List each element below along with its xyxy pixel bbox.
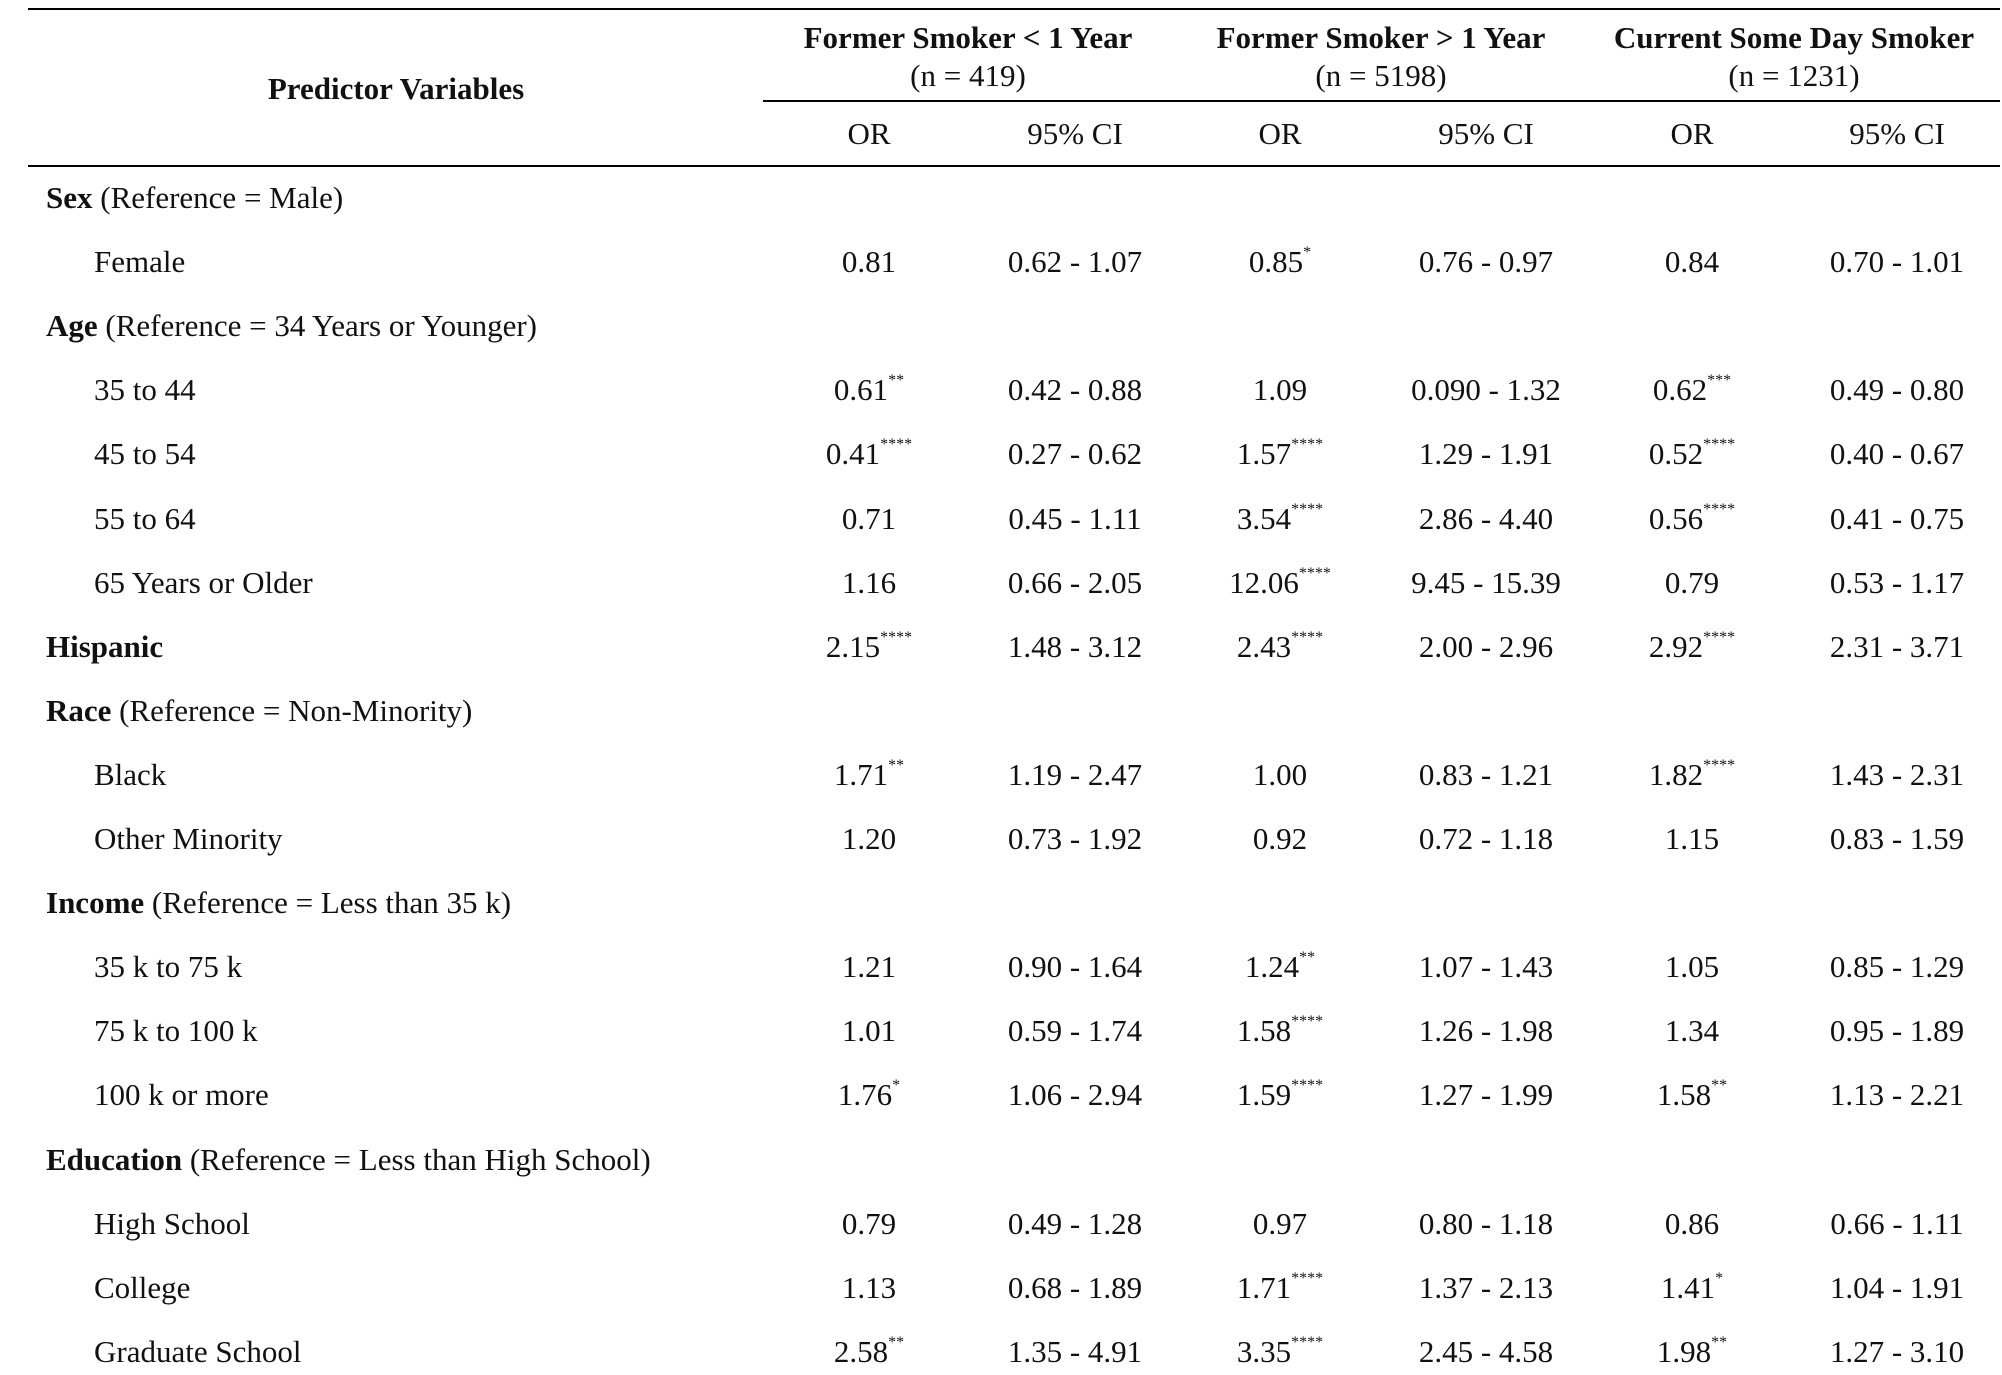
odds-ratio-cell (1253, 1206, 1307, 1242)
confidence-interval-cell: 0.83 - 1.59 (1829, 821, 1965, 856)
odds-ratio-cell (1237, 436, 1323, 472)
confidence-interval-cell: 2.31 - 3.71 (1829, 629, 1965, 664)
confidence-interval-cell: 0.59 - 1.74 (1007, 1013, 1143, 1048)
row-label: 55 to 64 (94, 501, 196, 536)
group-header-1 (763, 19, 1173, 95)
odds-ratio-value: 3.35 (1236, 1334, 1292, 1369)
significance-marker: **** (1291, 1333, 1324, 1351)
odds-ratio-value: 0.41 (825, 436, 881, 471)
confidence-interval-cell: 0.73 - 1.92 (1007, 821, 1143, 856)
confidence-interval-cell: 0.76 - 0.97 (1418, 244, 1554, 279)
confidence-interval-cell: 0.40 - 0.67 (1829, 436, 1965, 471)
odds-ratio-value: 0.81 (841, 244, 897, 279)
group-title-1: Former Smoker < 1 Year (803, 20, 1133, 55)
significance-marker: **** (1298, 564, 1331, 582)
odds-ratio-cell (834, 372, 904, 408)
odds-ratio-value: 0.71 (841, 501, 897, 536)
odds-ratio-cell (1649, 629, 1735, 665)
row-label: High School (94, 1206, 250, 1241)
section-heading (46, 693, 472, 729)
odds-ratio-value: 1.21 (841, 949, 897, 984)
confidence-interval-cell: 0.95 - 1.89 (1829, 1013, 1965, 1048)
odds-ratio-cell (842, 501, 896, 537)
row-label: Black (94, 757, 167, 792)
odds-ratio-value: 1.09 (1252, 372, 1308, 407)
odds-ratio-cell (1665, 244, 1719, 280)
odds-ratio-cell (842, 565, 896, 601)
significance-marker: **** (1703, 500, 1736, 518)
confidence-interval-cell: 0.70 - 1.01 (1829, 244, 1965, 279)
confidence-interval-cell: 0.66 - 1.11 (1830, 1206, 1964, 1241)
odds-ratio-value: 1.00 (1252, 757, 1308, 792)
row-label: 100 k or more (94, 1077, 269, 1112)
confidence-interval-cell: 0.45 - 1.11 (1008, 501, 1142, 536)
odds-ratio-cell (1661, 1270, 1723, 1306)
odds-ratio-value: 0.79 (841, 1206, 897, 1241)
odds-ratio-cell (1253, 372, 1307, 408)
row-label: 75 k to 100 k (94, 1013, 258, 1048)
odds-ratio-value: 0.52 (1648, 436, 1704, 471)
confidence-interval-cell: 0.62 - 1.07 (1007, 244, 1143, 279)
odds-ratio-cell (1249, 244, 1311, 280)
odds-ratio-cell (1237, 1334, 1323, 1370)
or-header-1: OR (847, 116, 891, 151)
row-label: 65 Years or Older (94, 565, 313, 600)
confidence-interval-cell: 0.41 - 0.75 (1829, 501, 1965, 536)
odds-ratio-cell (1657, 1334, 1727, 1370)
ci-header-2: 95% CI (1438, 116, 1534, 151)
significance-marker: **** (1291, 1076, 1324, 1094)
confidence-interval-cell: 0.83 - 1.21 (1418, 757, 1554, 792)
section-reference: (Reference = 34 Years or Younger) (97, 308, 537, 343)
group-rule (763, 100, 2000, 102)
odds-ratio-cell (842, 1270, 896, 1306)
confidence-interval-cell: 0.49 - 0.80 (1829, 372, 1965, 407)
confidence-interval-cell: 2.45 - 4.58 (1418, 1334, 1554, 1369)
significance-marker: ** (888, 371, 905, 389)
odds-ratio-cell (1253, 821, 1307, 857)
confidence-interval-cell: 1.43 - 2.31 (1829, 757, 1965, 792)
confidence-interval-cell: 1.27 - 1.99 (1418, 1077, 1554, 1112)
odds-ratio-cell (842, 1013, 896, 1049)
confidence-interval-cell: 0.72 - 1.18 (1418, 821, 1554, 856)
odds-ratio-value: 1.57 (1236, 436, 1292, 471)
confidence-interval-cell: 1.13 - 2.21 (1829, 1077, 1965, 1112)
section-reference: (Reference = Less than High School) (182, 1142, 651, 1177)
odds-ratio-value: 1.98 (1656, 1334, 1712, 1369)
top-rule (28, 8, 2000, 10)
odds-ratio-cell (1649, 757, 1735, 793)
odds-ratio-value: 0.97 (1252, 1206, 1308, 1241)
odds-ratio-value: 1.76 (837, 1077, 893, 1112)
odds-ratio-value: 1.71 (833, 757, 889, 792)
row-label: Other Minority (94, 821, 283, 856)
significance-marker: ** (888, 1333, 905, 1351)
odds-ratio-value: 2.92 (1648, 629, 1704, 664)
confidence-interval-cell: 1.35 - 4.91 (1007, 1334, 1143, 1369)
section-name: Race (46, 693, 112, 728)
row-label: Hispanic (46, 629, 164, 664)
odds-ratio-cell (1253, 757, 1307, 793)
confidence-interval-cell: 0.27 - 0.62 (1007, 436, 1143, 471)
odds-ratio-value: 1.71 (1236, 1270, 1292, 1305)
odds-ratio-value: 0.84 (1664, 244, 1720, 279)
odds-ratio-cell (834, 757, 904, 793)
odds-ratio-value: 3.54 (1236, 501, 1292, 536)
confidence-interval-cell: 1.27 - 3.10 (1829, 1334, 1965, 1369)
section-heading (46, 1142, 651, 1178)
confidence-interval-cell: 1.19 - 2.47 (1007, 757, 1143, 792)
ci-header-1: 95% CI (1027, 116, 1123, 151)
significance-marker: **** (1291, 435, 1324, 453)
confidence-interval-cell: 1.37 - 2.13 (1418, 1270, 1554, 1305)
confidence-interval-cell: 0.66 - 2.05 (1007, 565, 1143, 600)
odds-ratio-value: 1.58 (1236, 1013, 1292, 1048)
group-header-3 (1588, 19, 2000, 95)
significance-marker: *** (1707, 371, 1732, 389)
odds-ratio-cell (1649, 501, 1735, 537)
odds-ratio-value: 0.56 (1648, 501, 1704, 536)
section-name: Sex (46, 180, 93, 215)
odds-ratio-value: 1.58 (1656, 1077, 1712, 1112)
odds-ratio-cell (1653, 372, 1731, 408)
significance-marker: **** (880, 435, 913, 453)
odds-ratio-value: 1.05 (1664, 949, 1720, 984)
section-reference: (Reference = Non-Minority) (111, 693, 473, 728)
odds-ratio-cell (842, 1206, 896, 1242)
significance-marker: **** (1703, 756, 1736, 774)
confidence-interval-cell: 0.90 - 1.64 (1007, 949, 1143, 984)
odds-ratio-cell (1665, 1206, 1719, 1242)
significance-marker: **** (1703, 435, 1736, 453)
odds-ratio-cell (842, 821, 896, 857)
odds-ratio-value: 0.61 (833, 372, 889, 407)
confidence-interval-cell: 1.48 - 3.12 (1007, 629, 1143, 664)
confidence-interval-cell: 1.29 - 1.91 (1418, 436, 1554, 471)
odds-ratio-value: 0.92 (1252, 821, 1308, 856)
significance-marker: * (1715, 1269, 1724, 1287)
row-label: Graduate School (94, 1334, 302, 1369)
odds-ratio-value: 2.58 (833, 1334, 889, 1369)
odds-ratio-cell (1657, 1077, 1727, 1113)
odds-ratio-cell (826, 629, 912, 665)
odds-ratio-value: 2.15 (825, 629, 881, 664)
odds-ratio-cell (834, 1334, 904, 1370)
odds-ratio-value: 0.79 (1664, 565, 1720, 600)
confidence-interval-cell: 0.090 - 1.32 (1411, 372, 1561, 407)
significance-marker: **** (1291, 1012, 1324, 1030)
row-label: 45 to 54 (94, 436, 196, 471)
confidence-interval-cell: 1.07 - 1.43 (1418, 949, 1554, 984)
odds-ratio-cell (1665, 565, 1719, 601)
odds-ratio-cell (1665, 949, 1719, 985)
confidence-interval-cell: 0.85 - 1.29 (1829, 949, 1965, 984)
odds-ratio-value: 2.43 (1236, 629, 1292, 664)
confidence-interval-cell: 1.06 - 2.94 (1007, 1077, 1143, 1112)
odds-ratio-cell (1245, 949, 1315, 985)
odds-ratio-value: 0.86 (1664, 1206, 1720, 1241)
significance-marker: **** (1291, 628, 1324, 646)
odds-ratio-cell (838, 1077, 900, 1113)
group-title-2: Former Smoker > 1 Year (1216, 20, 1546, 55)
confidence-interval-cell: 0.80 - 1.18 (1418, 1206, 1554, 1241)
group-n-3: (n = 1231) (1728, 58, 1860, 93)
group-header-2 (1176, 19, 1586, 95)
odds-ratio-value: 1.13 (841, 1270, 897, 1305)
significance-marker: **** (880, 628, 913, 646)
odds-ratio-value: 1.82 (1648, 757, 1704, 792)
row-label: Female (94, 244, 186, 279)
odds-ratio-cell (826, 436, 912, 472)
significance-marker: ** (1711, 1076, 1728, 1094)
significance-marker: **** (1291, 1269, 1324, 1287)
section-name: Education (46, 1142, 183, 1177)
odds-ratio-cell (1237, 1013, 1323, 1049)
confidence-interval-cell: 0.49 - 1.28 (1007, 1206, 1143, 1241)
section-reference: (Reference = Less than 35 k) (144, 885, 512, 920)
or-header-2: OR (1258, 116, 1302, 151)
header-bottom-rule (28, 165, 2000, 167)
group-n-1: (n = 419) (910, 58, 1026, 93)
odds-ratio-value: 1.41 (1660, 1270, 1716, 1305)
section-name: Age (46, 308, 98, 343)
odds-ratio-value: 1.15 (1664, 821, 1720, 856)
confidence-interval-cell: 0.53 - 1.17 (1829, 565, 1965, 600)
significance-marker: ** (1711, 1333, 1728, 1351)
confidence-interval-cell: 2.86 - 4.40 (1418, 501, 1554, 536)
significance-marker: * (892, 1076, 901, 1094)
odds-ratio-cell (1237, 1270, 1323, 1306)
odds-ratio-cell (842, 244, 896, 280)
odds-ratio-value: 1.59 (1236, 1077, 1292, 1112)
significance-marker: **** (1291, 500, 1324, 518)
row-label: 35 to 44 (94, 372, 196, 407)
section-heading (46, 180, 343, 216)
odds-ratio-value: 1.24 (1244, 949, 1300, 984)
odds-ratio-cell (1649, 436, 1735, 472)
odds-ratio-cell (1237, 629, 1323, 665)
confidence-interval-cell: 0.68 - 1.89 (1007, 1270, 1143, 1305)
odds-ratio-cell (1665, 1013, 1719, 1049)
odds-ratio-cell (842, 949, 896, 985)
row-label: College (94, 1270, 191, 1305)
ci-header-3: 95% CI (1849, 116, 1945, 151)
section-reference: (Reference = Male) (92, 180, 344, 215)
confidence-interval-cell: 1.04 - 1.91 (1829, 1270, 1965, 1305)
odds-ratio-cell (1229, 565, 1331, 601)
significance-marker: ** (888, 756, 905, 774)
predictor-variables-header: Predictor Variables (267, 71, 525, 106)
significance-marker: **** (1703, 628, 1736, 646)
section-heading (46, 308, 537, 344)
row-label: 35 k to 75 k (94, 949, 243, 984)
odds-ratio-cell (1237, 501, 1323, 537)
odds-ratio-value: 1.16 (841, 565, 897, 600)
odds-ratio-value: 0.62 (1652, 372, 1708, 407)
group-n-2: (n = 5198) (1315, 58, 1447, 93)
confidence-interval-cell: 9.45 - 15.39 (1411, 565, 1561, 600)
group-title-3: Current Some Day Smoker (1613, 20, 1975, 55)
section-heading (46, 885, 511, 921)
significance-marker: * (1303, 243, 1312, 261)
odds-ratio-value: 1.34 (1664, 1013, 1720, 1048)
significance-marker: ** (1299, 948, 1316, 966)
confidence-interval-cell: 0.42 - 0.88 (1007, 372, 1143, 407)
confidence-interval-cell: 1.26 - 1.98 (1418, 1013, 1554, 1048)
odds-ratio-cell (1665, 821, 1719, 857)
odds-ratio-value: 1.20 (841, 821, 897, 856)
odds-ratio-value: 1.01 (841, 1013, 897, 1048)
odds-ratio-value: 12.06 (1229, 565, 1299, 600)
confidence-interval-cell: 2.00 - 2.96 (1418, 629, 1554, 664)
odds-ratio-value: 0.85 (1248, 244, 1304, 279)
odds-ratio-cell (1237, 1077, 1323, 1113)
section-name: Income (46, 885, 145, 920)
or-header-3: OR (1670, 116, 1714, 151)
